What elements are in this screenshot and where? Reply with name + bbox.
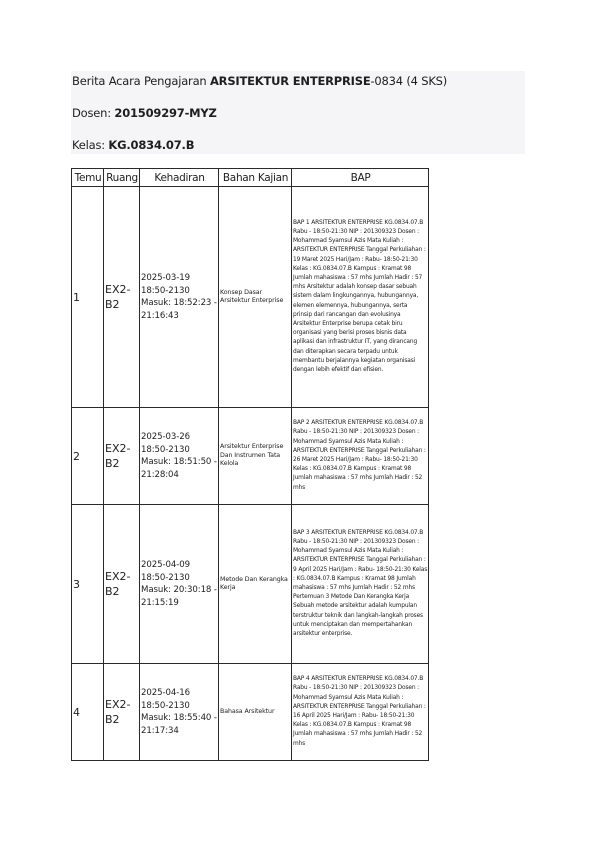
meeting-number: 3	[72, 505, 104, 664]
col-header-temu: Temu	[72, 169, 104, 187]
course-code-credits: -0834 (4 SKS)	[370, 74, 448, 88]
table-row	[72, 187, 429, 408]
bap-text: BAP 3 ARSITEKTUR ENTERPRISE KG.0834.07.B Rabu - 18:50-21:30 NIP : 201309323 Dosen : Mohammad Syamsul Azis Mata Kuliah : ARSITEKTUR ENTERPRISE Tanggal Perkuliahan : 9 April 2025 Hari/Jam : Rabu- 18:50-21:30 Kelas : KG.0834.07.B Kampus : Kramat 98 Jumlah mahasiswa : 57 mhs Jumlah Hadir : 52 mhs Pertemuan 3 Metode Dan Kerangka Kerja Sebuah metode arsitektur adalah kumpulan terstruktur teknik dan langkah-langkah proses untuk menciptakan dan mempertahankan arsitektur enterprise.	[292, 505, 429, 664]
check-in-time: Masuk: 18:55:40 - 21:17:34	[141, 713, 217, 736]
table-header-row	[72, 169, 429, 187]
report-title	[72, 74, 447, 88]
study-topic: Metode Dan Kerangka Kerja	[219, 505, 292, 664]
col-header-kehadiran: Kehadiran	[140, 169, 219, 187]
table-row	[72, 505, 429, 664]
meeting-number: 2	[72, 408, 104, 505]
study-topic: Bahasa Arsitektur	[219, 664, 292, 761]
attendance-cell	[140, 408, 219, 505]
title-prefix: Berita Acara Pengajaran	[72, 74, 210, 88]
attendance-table	[71, 168, 429, 761]
class-label: Kelas:	[72, 138, 109, 152]
bap-text: BAP 4 ARSITEKTUR ENTERPRISE KG.0834.07.B Rabu - 18:50-21:30 NIP : 201309323 Dosen : Mohammad Syamsul Azis Mata Kuliah : ARSITEKTUR ENTERPRISE Tanggal Perkuliahan : 16 April 2025 Hari/Jam : Rabu- 18:50-21:30 Kelas : KG.0834.07.B Kampus : Kramat 98 Jumlah mahasiswa : 57 mhs Jumlah Hadir : 52 mhs	[292, 664, 429, 761]
schedule-time: 2025-04-16 18:50-2130	[141, 688, 190, 711]
room: EX2-B2	[104, 664, 140, 761]
study-topic: Konsep Dasar Arsitektur Enterprise	[219, 187, 292, 408]
room: EX2-B2	[104, 408, 140, 505]
attendance-cell	[140, 187, 219, 408]
table-row	[72, 664, 429, 761]
lecturer-id: 201509297-MYZ	[114, 106, 217, 120]
schedule-time: 2025-03-26 18:50-2130	[141, 432, 190, 455]
attendance-cell	[140, 505, 219, 664]
meeting-number: 1	[72, 187, 104, 408]
course-name: ARSITEKTUR ENTERPRISE	[209, 74, 371, 88]
room: EX2-B2	[104, 187, 140, 408]
schedule-time: 2025-04-09 18:50-2130	[141, 560, 190, 583]
class-code: KG.0834.07.B	[108, 138, 195, 152]
check-in-time: Masuk: 20:30:18 - 21:15:19	[141, 585, 217, 608]
meeting-number: 4	[72, 664, 104, 761]
report-header	[71, 71, 525, 154]
bap-text: BAP 1 ARSITEKTUR ENTERPRISE KG.0834.07.B Rabu - 18:50-21:30 NIP : 201309323 Dosen : Mohammad Syamsul Azis Mata Kuliah : ARSITEKTUR ENTERPRISE Tanggal Perkuliahan : 19 Maret 2025 Hari/Jam : Rabu- 18:50-21:30 Kelas : KG.0834.07.B Kampus : Kramat 98 Jumlah mahasiswa : 57 mhs Jumlah Hadir : 57 mhs Arsitektur adalah konsep dasar sebuah sistem dalam lingkungannya, hubungannya, elemen elemennya, hubungannya, serta prinsip dari rancangan dan evolusinya Arsitektur Enterprise berupa cetak biru organisasi yang berisi proses bisnis data aplikasi dan infrastruktur IT, yang dirancang dan diterapkan secara terpadu untuk membantu berjalannya kegiatan organisasi dengan lebih efektif dan efisien.	[292, 187, 429, 408]
schedule-time: 2025-03-19 18:50-2130	[141, 273, 190, 296]
attendance-cell	[140, 664, 219, 761]
bap-text: BAP 2 ARSITEKTUR ENTERPRISE KG.0834.07.B Rabu - 18:50-21:30 NIP : 201309323 Dosen : Mohammad Syamsul Azis Mata Kuliah : ARSITEKTUR ENTERPRISE Tanggal Perkuliahan : 26 Maret 2025 Hari/Jam : Rabu- 18:50-21:30 Kelas : KG.0834.07.B Kampus : Kramat 98 Jumlah mahasiswa : 57 mhs Jumlah Hadir : 52 mhs	[292, 408, 429, 505]
col-header-ruang: Ruang	[104, 169, 140, 187]
col-header-bahan-kajian: Bahan Kajian	[219, 169, 292, 187]
study-topic: Arsitektur Enterprise Dan Instrumen Tata Kelola	[219, 408, 292, 505]
lecturer-line	[72, 106, 217, 120]
check-in-time: Masuk: 18:51:50 - 21:28:04	[141, 457, 217, 480]
col-header-bap: BAP	[292, 169, 429, 187]
class-line	[72, 138, 194, 152]
check-in-time: Masuk: 18:52:23 - 21:16:43	[141, 298, 217, 321]
room: EX2-B2	[104, 505, 140, 664]
lecturer-label: Dosen:	[72, 106, 115, 120]
table-row	[72, 408, 429, 505]
